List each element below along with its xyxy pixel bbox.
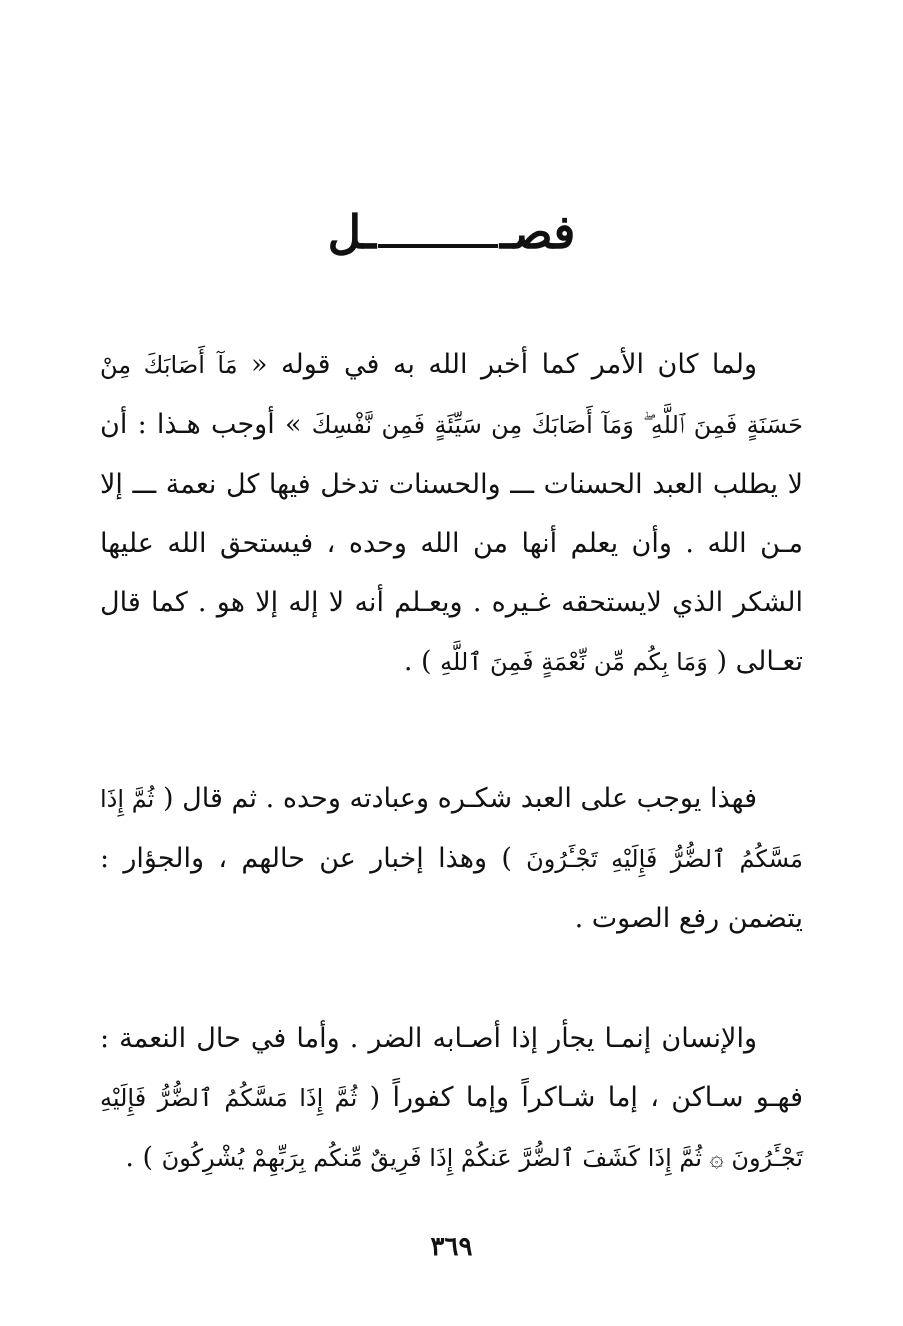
quran-verse: ثُمَّ إِذَا مَسَّكُمُ ٱلضُّرُّ فَإِلَيْهِ تَجْـَٔرُونَ [100,785,803,873]
paragraph-text: ) وهذا إخبار عن حالهم ، والجؤار : يتضمن رفع الصوت . [100,843,803,934]
paragraph-text: ولما كان الأمر كما أخبر الله به في قوله « [237,349,757,380]
heading-kashida [378,244,498,248]
paragraph-text: ) . [125,1142,162,1173]
paragraph-3 [100,1009,803,1188]
paragraph-text: والإنسان إنمـا يجأر إذا أصـابه الضر . وأما في حال النعمة : فهـو سـاكن ، إما شـاكراً وإما كفوراً ( [100,1023,803,1113]
paragraph-text: فهذا يوجب على العبد شكـره وعبادته وحده . ثم قال ( [154,783,757,814]
page-number: ٣٦٩ [430,1232,473,1262]
quran-verse: ثُمَّ إِذَا مَسَّكُمُ ٱلضُّرُّ فَإِلَيْهِ تَجْـَٔرُونَ ۞ ثُمَّ إِذَا كَشَفَ ٱلضُّرَّ عَنكُمْ إِذَا فَرِيقٌ مِّنكُم بِرَبِّهِمْ يُشْرِكُونَ [100,1084,803,1172]
heading-last: ـل [327,205,376,259]
quran-verse: وَمَا بِكُم مِّن نِّعْمَةٍ فَمِنَ ٱللَّهِ [440,648,708,676]
heading-first: فصـ [499,205,576,259]
paragraph-1 [100,335,803,692]
paragraph-2 [100,769,803,948]
paragraph-text: ) . [403,646,441,677]
quran-verse: مَآ أَصَابَكَ مِنْ حَسَنَةٍ فَمِنَ ٱللَّهِ ۖ وَمَآ أَصَابَكَ مِن سَيِّئَةٍ فَمِن نَّفْسِكَ [100,351,803,439]
section-heading [0,205,903,259]
paragraph-text: » أوجب هـذا : أن لا يطلب العبد الحسنات ـــ والحسنات تدخل فيها كل نعمة ـــ إلا مـن الله . وأن يعلم أنها من الله وحده ، فيستحق الله عليها الشكر الذي لايستحقه غـيره . ويعـلم أنه لا إله إلا هو . كما قال تعـالى ( [100,409,803,677]
